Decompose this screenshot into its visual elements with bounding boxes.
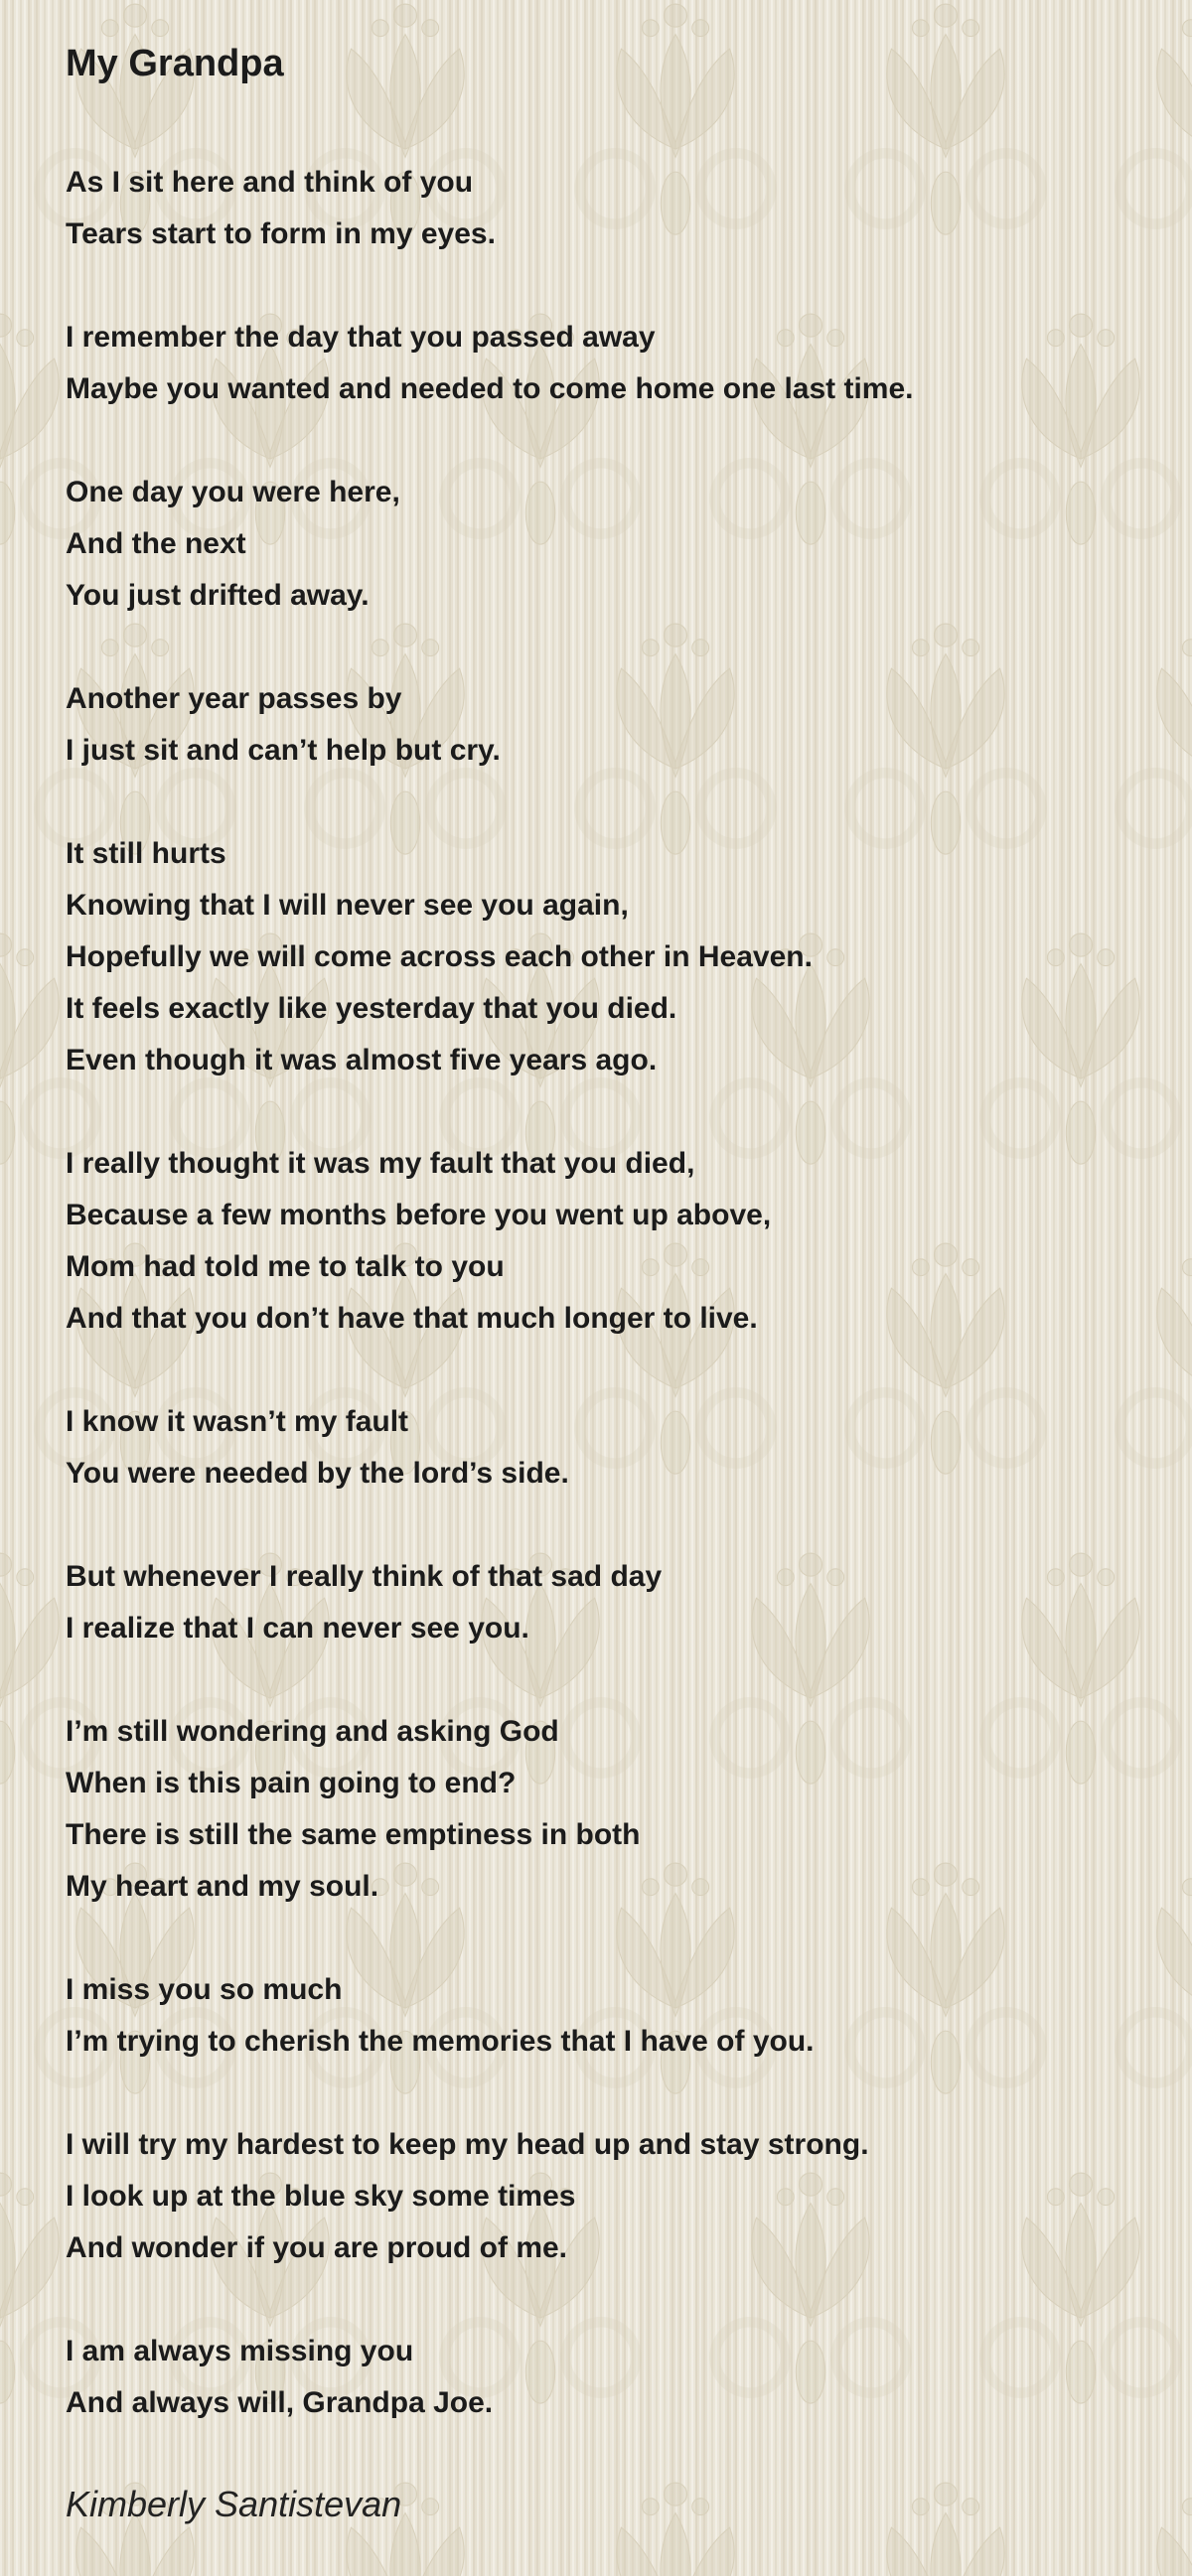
poem-line: Maybe you wanted and needed to come home one last time. (66, 372, 914, 405)
stanza (66, 2119, 1122, 2274)
poem-line: I’m still wondering and asking God (66, 1715, 559, 1748)
poem-line: It feels exactly like yesterday that you died. (66, 992, 677, 1025)
poem-line: Knowing that I will never see you again, (66, 889, 629, 922)
poem-line: I realize that I can never see you. (66, 1612, 529, 1645)
stanza (66, 1706, 1122, 1913)
poem-line: I look up at the blue sky some times (66, 2180, 576, 2213)
poem-line: As I sit here and think of you (66, 166, 474, 199)
stanza (66, 1396, 1122, 1500)
poem-line: I am always missing you (66, 2335, 414, 2367)
poem-line: You just drifted away. (66, 579, 370, 612)
stanza (66, 673, 1122, 777)
poem-line: And always will, Grandpa Joe. (66, 2386, 494, 2419)
stanza (66, 1138, 1122, 1345)
poem-author: Kimberly Santistevan (66, 2484, 402, 2524)
poem-title: My Grandpa (66, 43, 284, 84)
poem-line: But whenever I really think of that sad day (66, 1560, 663, 1593)
poem-line: And the next (66, 527, 246, 560)
stanza (66, 1551, 1122, 1654)
poem-line: I miss you so much (66, 1973, 343, 2006)
poem-line: Mom had told me to talk to you (66, 1250, 505, 1283)
poem-line: It still hurts (66, 837, 226, 870)
poem-line: And wonder if you are proud of me. (66, 2231, 568, 2264)
poem-line: Another year passes by (66, 682, 402, 715)
poem-line: I really thought it was my fault that you died, (66, 1147, 695, 1180)
poem-line: Tears start to form in my eyes. (66, 217, 496, 250)
stanza (66, 828, 1122, 1086)
poem-line: I just sit and can’t help but cry. (66, 734, 501, 767)
poem-line: I will try my hardest to keep my head up and stay strong. (66, 2128, 869, 2161)
poem-line: There is still the same emptiness in both (66, 1818, 641, 1851)
stanza (66, 1964, 1122, 2068)
poem-line: One day you were here, (66, 476, 400, 508)
stanza (66, 467, 1122, 622)
poem-page (66, 40, 1122, 2526)
stanza (66, 2326, 1122, 2429)
poem-line: Because a few months before you went up above, (66, 1199, 772, 1231)
poem-line: My heart and my soul. (66, 1870, 379, 1903)
poem-line: When is this pain going to end? (66, 1767, 517, 1799)
stanza (66, 312, 1122, 415)
stanza (66, 157, 1122, 260)
poem-line: And that you don’t have that much longer to live. (66, 1302, 758, 1335)
poem-line: I remember the day that you passed away (66, 321, 656, 354)
poem-line: Hopefully we will come across each other in Heaven. (66, 940, 813, 973)
poem-line: I know it wasn’t my fault (66, 1405, 409, 1438)
poem-line: You were needed by the lord’s side. (66, 1457, 569, 1490)
poem-line: I’m trying to cherish the memories that I have of you. (66, 2025, 815, 2058)
poem-line: Even though it was almost five years ago. (66, 1044, 658, 1076)
poem-body (66, 157, 1122, 2429)
